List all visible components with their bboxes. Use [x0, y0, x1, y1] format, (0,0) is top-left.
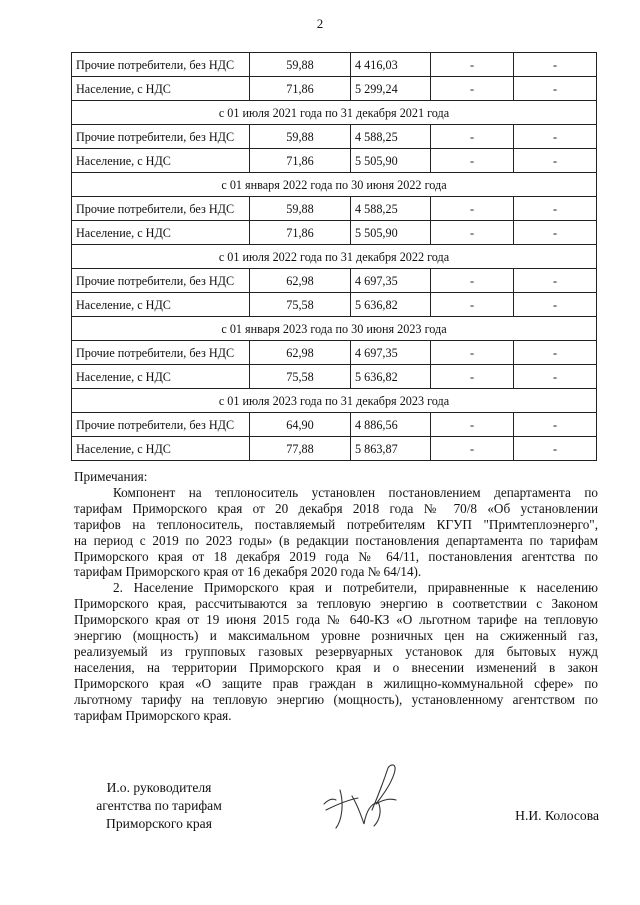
- period-row: [72, 245, 597, 269]
- tariff-value-cell: 64,90: [250, 413, 351, 437]
- period-row: [72, 173, 597, 197]
- note-line: льготному тарифу на тепловую энергию (мощность), установленному агентством по: [74, 691, 598, 707]
- note-line: энергию (мощность) и максимальном уровне розничных цен на сжиженный газ,: [74, 628, 598, 644]
- note-line: Приморского края от 19 июня 2015 года № 640-КЗ «О льготном тарифе на тепловую: [74, 612, 598, 628]
- table-row: [72, 221, 597, 245]
- note-line: Приморского края «О защите прав граждан в жилищно-коммунальной сфере» по: [74, 675, 598, 691]
- table-row: [72, 125, 597, 149]
- note-line: Компонент на теплоноситель установлен постановлением департамента по: [113, 484, 598, 500]
- tariff-value-cell: -: [431, 365, 514, 389]
- tariff-value-cell: 4 697,35: [351, 341, 431, 365]
- period-label: с 01 января 2022 года по 30 июня 2022 года: [72, 173, 597, 197]
- tariff-value-cell: -: [514, 293, 597, 317]
- consumer-category-cell: Население, с НДС: [72, 365, 250, 389]
- tariff-value-cell: 5 636,82: [351, 293, 431, 317]
- tariff-value-cell: -: [514, 341, 597, 365]
- signatory-title-line: Приморского края: [106, 816, 212, 831]
- notes-section: [74, 469, 598, 724]
- tariff-value-cell: 5 863,87: [351, 437, 431, 461]
- tariff-value-cell: -: [514, 53, 597, 77]
- tariff-value-cell: -: [514, 221, 597, 245]
- tariff-value-cell: 5 505,90: [351, 149, 431, 173]
- note-line: тарифам Приморского края от 16 декабря 2020 года № 64/14).: [74, 564, 422, 580]
- note-line: на период с 2019 по 2023 годы» (в редакции постановления департамента по тарифам: [74, 532, 598, 548]
- signatory-name: Н.И. Колосова: [515, 808, 599, 823]
- signatory-title: [74, 779, 244, 833]
- table-row: [72, 293, 597, 317]
- tariff-value-cell: 59,88: [250, 53, 351, 77]
- note-line: населения, на территории Приморского края и о внесении изменений в закон: [74, 659, 598, 675]
- consumer-category-cell: Прочие потребители, без НДС: [72, 125, 250, 149]
- period-row: [72, 317, 597, 341]
- signatory-title-line: агентства по тарифам: [96, 798, 222, 813]
- tariff-value-cell: -: [431, 221, 514, 245]
- consumer-category-cell: Прочие потребители, без НДС: [72, 53, 250, 77]
- tariff-value-cell: -: [431, 149, 514, 173]
- tariff-value-cell: -: [514, 77, 597, 101]
- tariff-value-cell: -: [431, 413, 514, 437]
- tariff-value-cell: 5 505,90: [351, 221, 431, 245]
- table-row: [72, 149, 597, 173]
- period-label: с 01 июля 2022 года по 31 декабря 2022 года: [72, 245, 597, 269]
- consumer-category-cell: Население, с НДС: [72, 149, 250, 173]
- tariff-value-cell: -: [431, 197, 514, 221]
- note-line: реализуемый из групповых газовых резервуарных установок для бытовых нужд: [74, 643, 598, 659]
- period-label: с 01 января 2023 года по 30 июня 2023 года: [72, 317, 597, 341]
- period-label: с 01 июля 2021 года по 31 декабря 2021 года: [72, 101, 597, 125]
- tariff-value-cell: -: [514, 365, 597, 389]
- tariff-value-cell: -: [514, 437, 597, 461]
- table-row: [72, 269, 597, 293]
- tariff-value-cell: 71,86: [250, 221, 351, 245]
- tariff-value-cell: 59,88: [250, 197, 351, 221]
- tariff-value-cell: -: [431, 293, 514, 317]
- notes-heading: Примечания:: [74, 469, 148, 484]
- tariff-table: [71, 52, 597, 461]
- period-label: с 01 июля 2023 года по 31 декабря 2023 года: [72, 389, 597, 413]
- signatory-title-line: И.о. руководителя: [106, 780, 212, 795]
- period-row: [72, 101, 597, 125]
- consumer-category-cell: Прочие потребители, без НДС: [72, 341, 250, 365]
- tariff-value-cell: 4 416,03: [351, 53, 431, 77]
- table-row: [72, 365, 597, 389]
- note-line: тарифов на теплоноситель, поставляемый потребителям КГУП "Примтеплоэнерго",: [74, 516, 598, 532]
- tariff-value-cell: 71,86: [250, 77, 351, 101]
- consumer-category-cell: Прочие потребители, без НДС: [72, 197, 250, 221]
- tariff-value-cell: 4 886,56: [351, 413, 431, 437]
- tariff-value-cell: -: [514, 269, 597, 293]
- tariff-value-cell: 59,88: [250, 125, 351, 149]
- tariff-value-cell: 5 636,82: [351, 365, 431, 389]
- consumer-category-cell: Население, с НДС: [72, 437, 250, 461]
- note-line: тарифам Приморского края.: [74, 707, 232, 723]
- tariff-value-cell: -: [431, 53, 514, 77]
- tariff-value-cell: -: [514, 413, 597, 437]
- tariff-value-cell: 77,88: [250, 437, 351, 461]
- consumer-category-cell: Население, с НДС: [72, 293, 250, 317]
- table-row: [72, 53, 597, 77]
- table-row: [72, 341, 597, 365]
- tariff-value-cell: -: [514, 197, 597, 221]
- table-row: [72, 77, 597, 101]
- note-line: тарифам Приморского края от 20 декабря 2018 года № 70/8 «Об установлении: [74, 500, 598, 516]
- note-paragraph-1: [74, 485, 598, 580]
- consumer-category-cell: Прочие потребители, без НДС: [72, 269, 250, 293]
- consumer-category-cell: Население, с НДС: [72, 221, 250, 245]
- handwritten-signature: [318, 760, 438, 840]
- tariff-value-cell: 62,98: [250, 269, 351, 293]
- tariff-value-cell: 4 588,25: [351, 197, 431, 221]
- note-line: 2. Население Приморского края и потребители, приравненные к населению: [113, 580, 598, 596]
- tariff-value-cell: -: [514, 125, 597, 149]
- table-row: [72, 437, 597, 461]
- note-line: Приморского края от 18 декабря 2019 года № 64/11, постановления агентства по: [74, 548, 598, 564]
- tariff-value-cell: 62,98: [250, 341, 351, 365]
- tariff-value-cell: 5 299,24: [351, 77, 431, 101]
- tariff-value-cell: -: [431, 77, 514, 101]
- tariff-value-cell: -: [431, 437, 514, 461]
- note-paragraph-2: [74, 580, 598, 723]
- table-row: [72, 413, 597, 437]
- tariff-value-cell: -: [514, 149, 597, 173]
- period-row: [72, 389, 597, 413]
- tariff-value-cell: 71,86: [250, 149, 351, 173]
- tariff-value-cell: -: [431, 341, 514, 365]
- tariff-value-cell: 4 697,35: [351, 269, 431, 293]
- tariff-value-cell: 75,58: [250, 365, 351, 389]
- tariff-value-cell: 4 588,25: [351, 125, 431, 149]
- consumer-category-cell: Население, с НДС: [72, 77, 250, 101]
- note-line: Приморского края, рассчитываются за тепловую энергию в соответствии с Законом: [74, 596, 598, 612]
- table-row: [72, 197, 597, 221]
- tariff-value-cell: -: [431, 269, 514, 293]
- tariff-value-cell: 75,58: [250, 293, 351, 317]
- consumer-category-cell: Прочие потребители, без НДС: [72, 413, 250, 437]
- tariff-value-cell: -: [431, 125, 514, 149]
- page-number: 2: [316, 16, 324, 31]
